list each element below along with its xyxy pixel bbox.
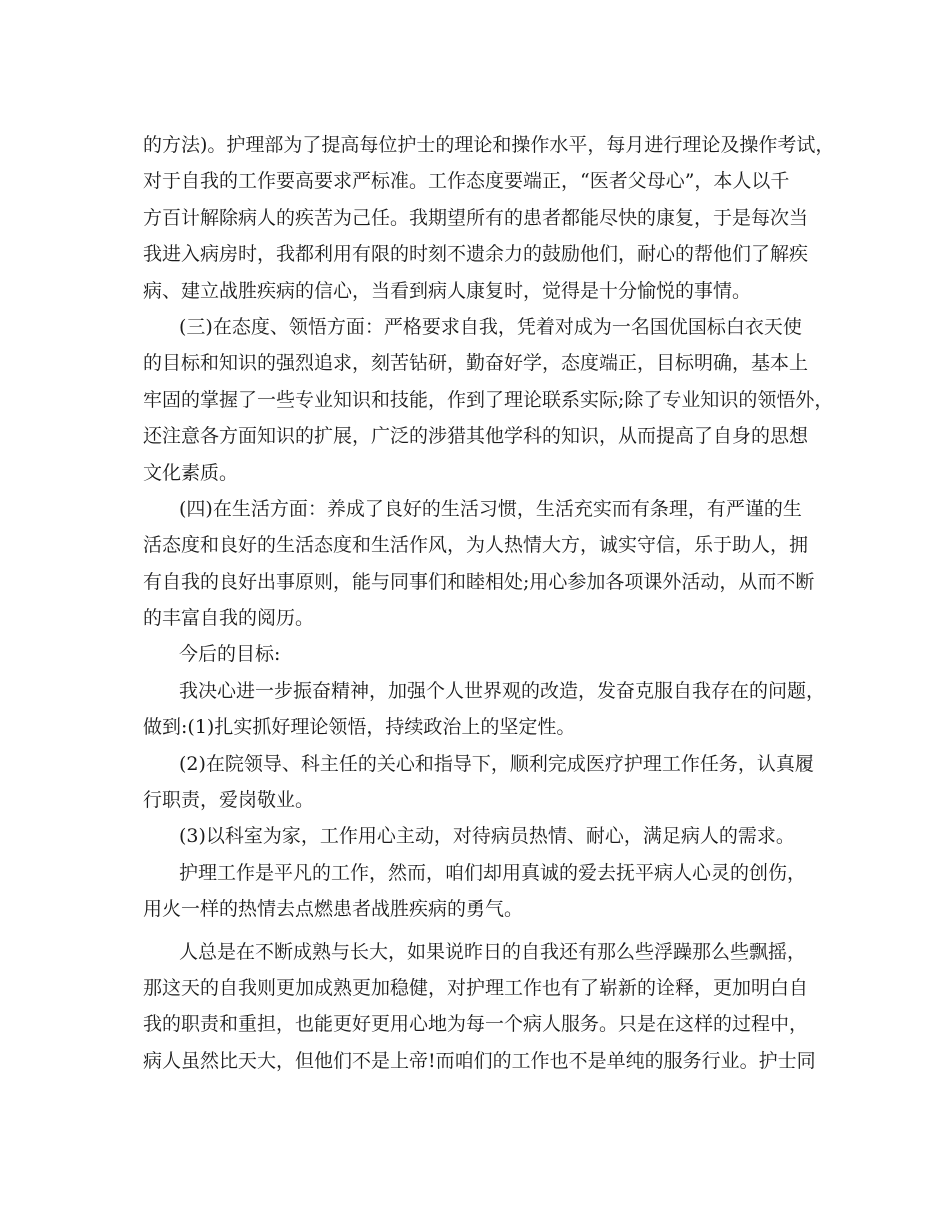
- section-heading-future-goals: 今后的目标:: [179, 643, 281, 666]
- paragraph-resolution: 我决心进一步振奋精神，加强个人世界观的改造，发奋克服自我存在的问题，: [179, 679, 826, 702]
- text-line: 还注意各方面知识的扩展，广泛的涉猎其他学科的知识，从而提高了自身的思想: [143, 425, 809, 448]
- text-line: 活态度和良好的生活态度和生活作风，为人热情大方，诚实守信，乐于助人，拥: [143, 534, 809, 557]
- text-line: 病人虽然比天大，但他们不是上帝!而咱们的工作也不是单纯的服务行业。护士同: [143, 1049, 816, 1072]
- text-line: 那这天的自我则更加成熟更加稳健，对护理工作也有了崭新的诠释，更加明白自: [143, 976, 809, 999]
- text-line: 有自我的良好出事原则，能与同事们和睦相处;用心参加各项课外活动，从而不断: [143, 570, 815, 593]
- text-line: 做到:(1)扎实抓好理论领悟，持续政治上的坚定性。: [143, 716, 576, 739]
- goal-item-2: (2)在院领导、科主任的关心和指导下，顺利完成医疗护理工作任务，认真履: [179, 752, 814, 775]
- text-line: 用火一样的热情去点燃患者战胜疾病的勇气。: [143, 898, 524, 921]
- paragraph-growth: 人总是在不断成熟与长大，如果说昨日的自我还有那么些浮躁那么些飘摇，: [179, 940, 807, 963]
- paragraph-nursing-work: 护理工作是平凡的工作，然而，咱们却用真诚的爱去抚平病人心灵的创伤，: [179, 861, 807, 884]
- text-line: 的丰富自我的阅历。: [143, 607, 315, 630]
- text-line: 行职责，爱岗敬业。: [143, 789, 315, 812]
- goal-item-3: (3)以科室为家，工作用心主动，对待病员热情、耐心，满足病人的需求。: [179, 825, 795, 848]
- paragraph-life: (四)在生活方面：养成了良好的生活习惯，生活充实而有条理，有严谨的生: [179, 497, 802, 520]
- text-line: 的目标和知识的强烈追求，刻苦钻研，勤奋好学，态度端正，目标明确，基本上: [143, 352, 809, 375]
- text-line: 对于自我的工作要高要求严标准。工作态度要端正，“医者父母心”，本人以千: [143, 170, 790, 193]
- document-body: [143, 127, 835, 1079]
- text-line: 我进入病房时，我都利用有限的时刻不遗余力的鼓励他们，耐心的帮他们了解疾: [143, 243, 809, 266]
- text-line: 病、建立战胜疾病的信心，当看到病人康复时，觉得是十分愉悦的事情。: [143, 279, 752, 302]
- text-line: 牢固的掌握了一些专业知识和技能，作到了理论联系实际;除了专业知识的领悟外，: [143, 388, 834, 411]
- text-line: 方百计解除病人的疾苦为己任。我期望所有的患者都能尽快的康复，于是每次当: [143, 206, 809, 229]
- paragraph-attitude-learning: (三)在态度、领悟方面：严格要求自我，凭着对成为一名国优国标白衣天使: [179, 315, 802, 338]
- text-line: 的方法)。护理部为了提高每位护士的理论和操作水平，每月进行理论及操作考试，: [143, 134, 835, 156]
- text-line: 文化素质。: [143, 461, 239, 484]
- text-line: 我的职责和重担，也能更好更用心地为每一个病人服务。只是在这样的过程中，: [143, 1013, 809, 1036]
